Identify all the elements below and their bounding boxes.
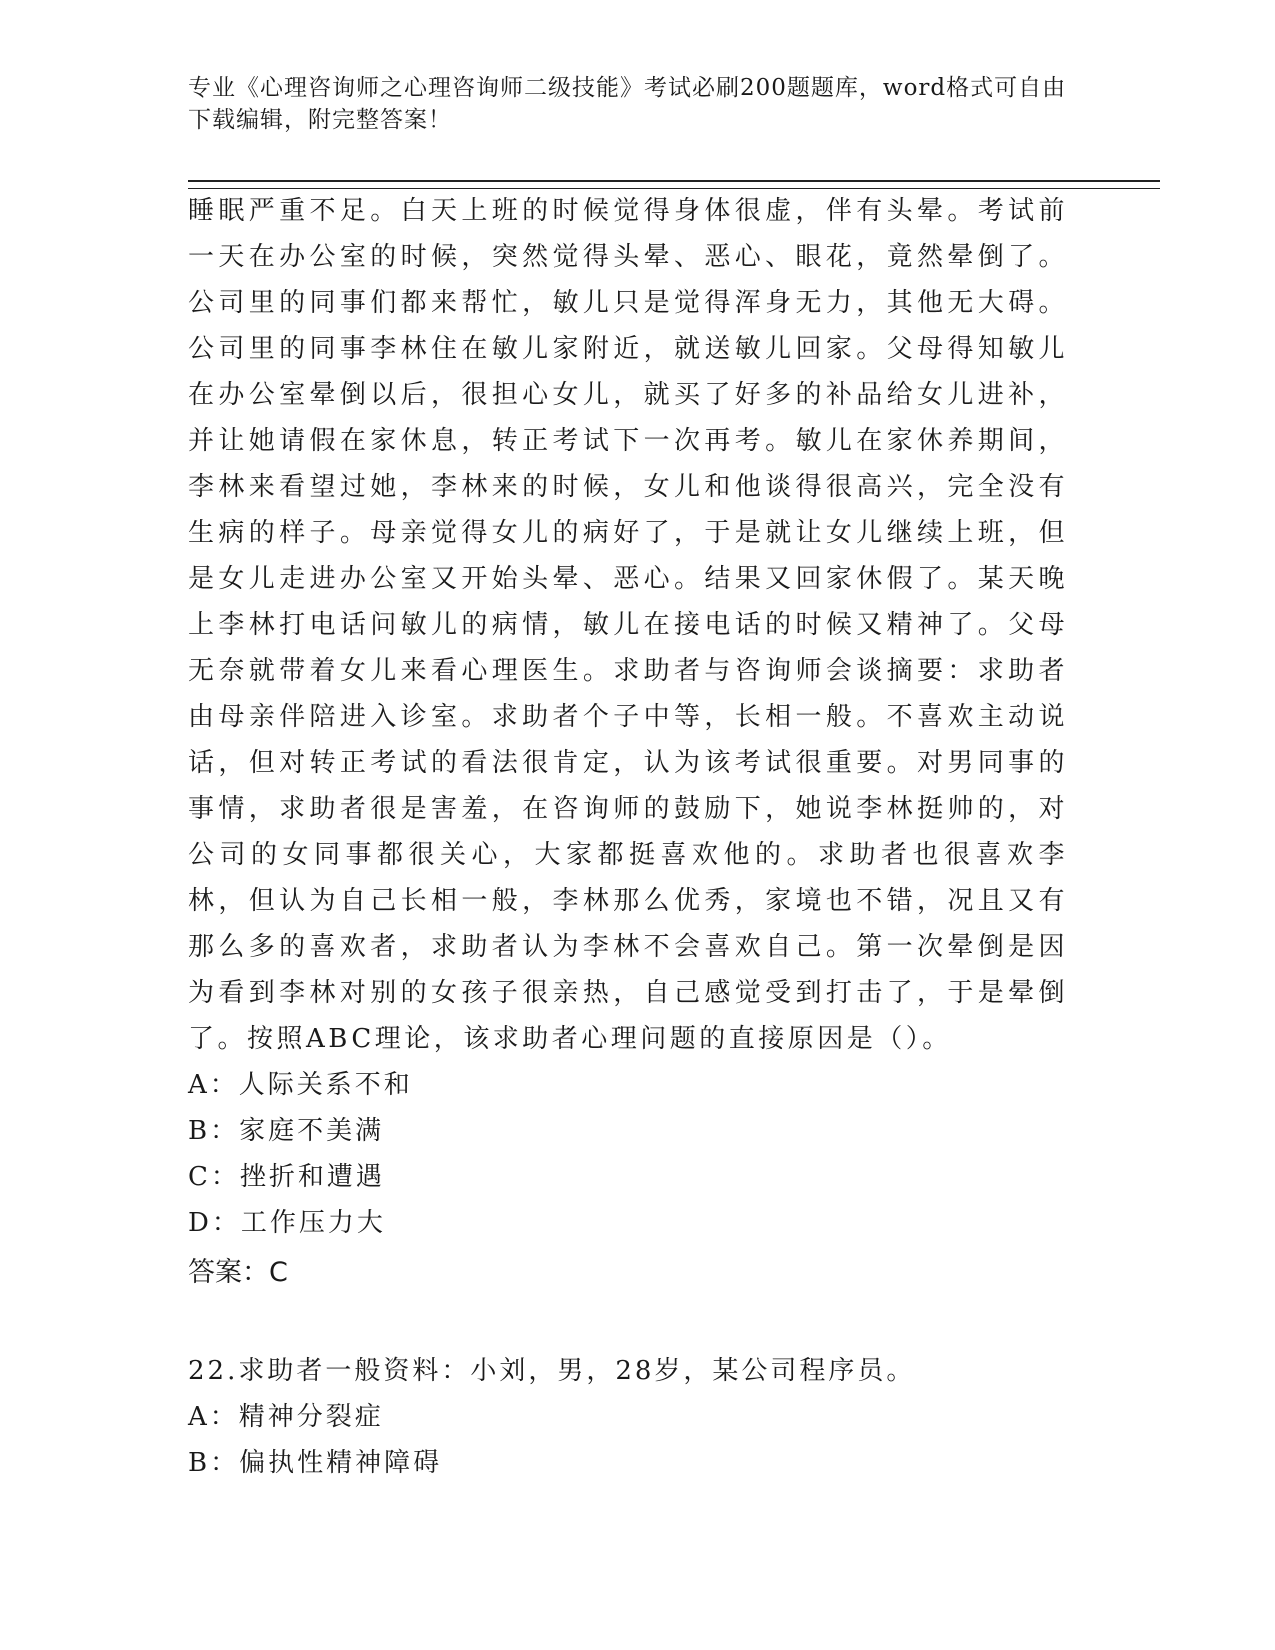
question-22-stem: 22.求助者一般资料：小刘，男，28岁，某公司程序员。 — [188, 1356, 916, 1386]
question-21-option-c: C：挫折和遭遇 — [188, 1162, 385, 1192]
document-header: 专业《心理咨询师之心理咨询师二级技能》考试必刷200题题库，word格式可自由下载编辑，附完整答案！ — [188, 75, 1067, 133]
question-21-stem: 睡眠严重不足。白天上班的时候觉得身体很虚，伴有头晕。考试前一天在办公室的时候，突然觉得头晕、恶心、眼花，竟然晕倒了。公司里的同事们都来帮忙，敏儿只是觉得浑身无力，其他无大碍。公司里的同事李林住在敏儿家附近，就送敏儿回家。父母得知敏儿在办公室晕倒以后，很担心女儿，就买了好多的补品给女儿进补，并让她请假在家休息，转正考试下一次再考。敏儿在家休养期间，李林来看望过她，李林来的时候，女儿和他谈得很高兴，完全没有生病的样子。母亲觉得女儿的病好了，于是就让女儿继续上班，但是女儿走进办公室又开始头晕、恶心。结果又回家休假了。某天晚上李林打电话问敏儿的病情，敏儿在接电话的时候又精神了。父母无奈就带着女儿来看心理医生。求助者与咨询师会谈摘要：求助者由母亲伴陪进入诊室。求助者个子中等，长相一般。不喜欢主动说话，但对转正考试的看法很肯定，认为该考试很重要。对男同事的事情，求助者很是害羞，在咨询师的鼓励下，她说李林挺帅的，对公司的女同事都很关心，大家都挺喜欢他的。求助者也很喜欢李林，但认为自己长相一般，李林那么优秀，家境也不错，况且又有那么多的喜欢者，求助者认为李林不会喜欢自己。第一次晕倒是因为看到李林对别的女孩子很亲热，自己感觉受到打击了，于是晕倒了。按照ABC理论，该求助者心理问题的直接原因是（）。 — [188, 196, 1068, 1054]
question-21-option-d: D：工作压力大 — [188, 1208, 386, 1238]
question-22-option-b: B：偏执性精神障碍 — [188, 1448, 443, 1478]
question-21-option-b: B：家庭不美满 — [188, 1116, 385, 1146]
question-22-option-a: A：精神分裂症 — [188, 1402, 384, 1432]
question-21-answer: 答案：C — [188, 1257, 288, 1288]
question-21-option-a: A：人际关系不和 — [188, 1070, 413, 1100]
document-body — [188, 188, 1068, 1486]
